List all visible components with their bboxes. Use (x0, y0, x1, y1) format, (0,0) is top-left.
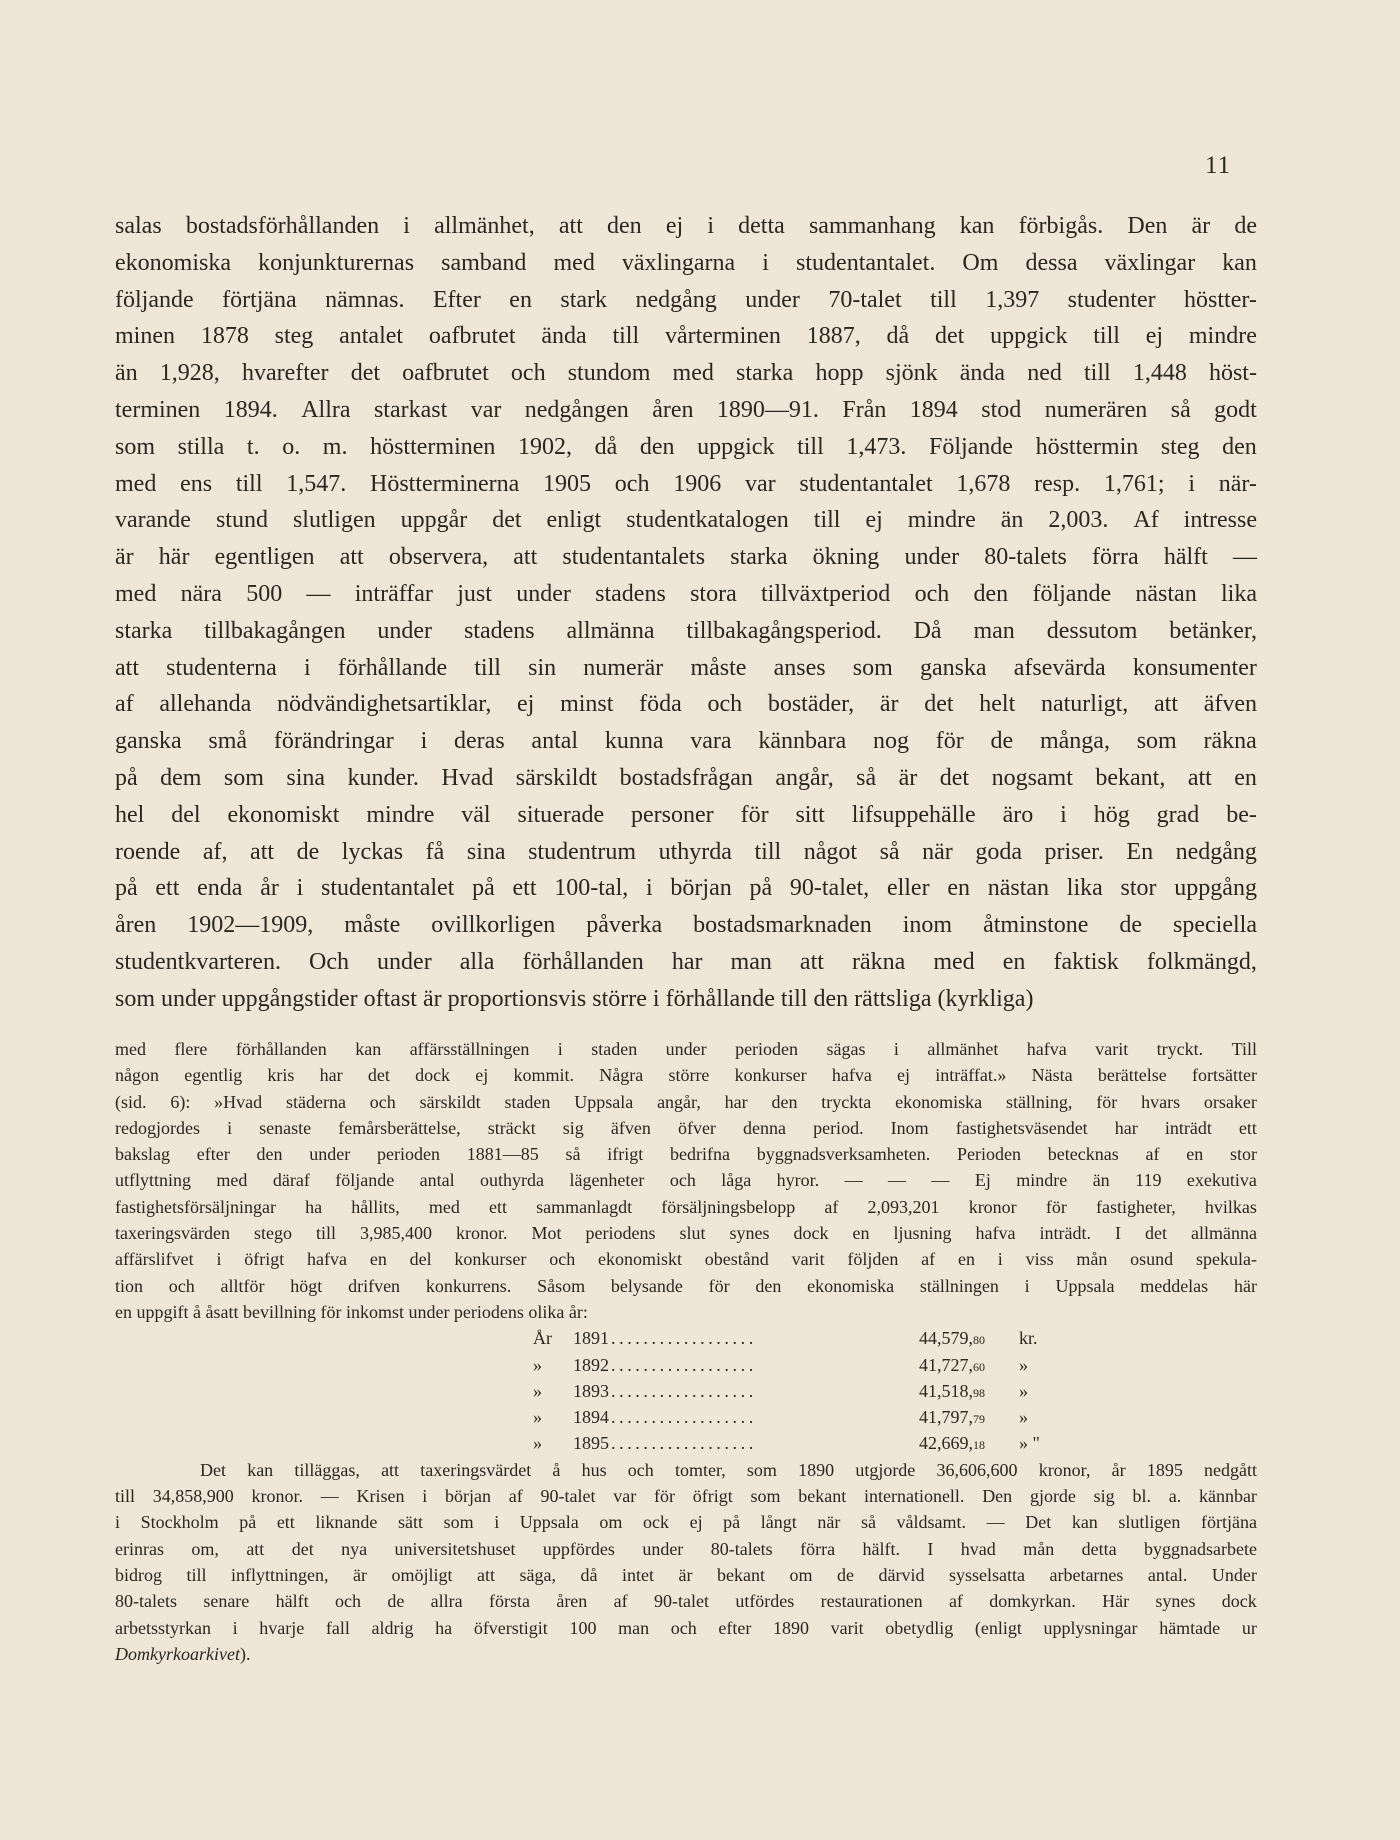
tax-year: 1891 (573, 1328, 609, 1349)
body-line: ganska små förändringar i deras antal kunna vara kännbara nog för de många, som räkna (115, 728, 1257, 755)
tax-year: 1894 (573, 1407, 609, 1428)
archive-tail: ). (239, 1643, 251, 1664)
body-line: med ens till 1,547. Höstterminerna 1905 och 1906 var studentantalet 1,678 resp. 1,761; i när- (115, 470, 1257, 497)
footnote-line: bakslag efter den under perioden 1881—85 så ifrigt bedrifna byggnadsverksamheten. Perioden betecknas af en stor (115, 1144, 1257, 1165)
body-line: minen 1878 steg antalet oafbrutet ända till vårterminen 1887, då det uppgick till ej mindre (115, 323, 1257, 350)
footnote-line: i Stockholm på ett liknande sätt som i Uppsala om ock ej på långt när så våldsamt. — Det kan slutligen förtjäna (115, 1512, 1257, 1533)
tax-amount-int: 41,797, (919, 1407, 973, 1428)
footnote-line: redogjordes i senaste femårsberättelse, sträckt sig äfven öfver denna period. Inom fastighetsväsendet har inträdt ett (115, 1117, 1257, 1138)
tax-unit: » (1019, 1407, 1028, 1428)
footnote-line: taxeringsvärden stego till 3,985,400 kronor. Mot periodens slut synes dock en ljusning hafva inträdt. I det allmänna (115, 1223, 1257, 1244)
body-line: varande stund slutligen uppgår det enligt studentkatalogen till ej mindre än 2,003. Af intresse (115, 507, 1257, 534)
tax-amount-int: 41,518, (919, 1380, 973, 1401)
tax-year: 1895 (573, 1433, 609, 1454)
footnote-line: arbetsstyrkan i hvarje fall aldrig ha öfverstigit 100 man och efter 1890 varit obetydlig (enligt upplysningar hämtade ur (115, 1617, 1257, 1638)
tax-unit: kr. (1019, 1328, 1038, 1349)
body-line: är här egentligen att observera, att studentantalets starka ökning under 80-talets förra hälft — (115, 544, 1257, 571)
footnote-line: bidrog till inflyttningen, är omöjligt att säga, då intet är bekant om de därvid sysselsatta arbetarnes antal. Under (115, 1564, 1257, 1585)
footnote-line: Det kan tilläggas, att taxeringsvärdet å hus och tomter, som 1890 utgjorde 36,606,600 kronor, år 1895 nedgått (200, 1459, 1257, 1480)
body-line: studentkvarteren. Och under alla förhållanden har man att räkna med en faktisk folkmängd, (115, 948, 1257, 975)
tax-amount-dec: 98 (973, 1385, 985, 1400)
footnote-line: tion och alltför högt drifven konkurrens. Såsom belysande för den ekonomiska ställningen i Uppsala meddelas här (115, 1275, 1257, 1296)
footnote-line: med flere förhållanden kan affärsställningen i staden under perioden sägas i allmänhet hafva varit tryckt. Till (115, 1039, 1257, 1059)
body-line: att studenterna i förhållande till sin numerär måste anses som ganska afsevärda konsumenter (115, 654, 1257, 681)
body-line: ekonomiska konjunkturernas samband med växlingarna i studentantalet. Om dessa växlingar kan (115, 249, 1257, 276)
footnote-last-line (115, 1641, 1257, 1667)
footnote-line: en uppgift å åsatt bevillning för inkomst under periodens olika år: (115, 1301, 588, 1322)
tax-unit: » (1019, 1354, 1028, 1375)
tax-leader-dots: .................. (611, 1407, 757, 1428)
footnote-line: någon egentlig kris har det dock ej kommit. Några större konkurser hafva ej inträffat.» Nästa berättelse fortsätter (115, 1065, 1257, 1086)
body-line: på dem som sina kunder. Hvad särskildt bostadsfrågan angår, så är det nogsamt bekant, att en (115, 764, 1257, 791)
body-line: af allehanda nödvändighetsartiklar, ej minst föda och bostäder, är det helt naturligt, att äfven (115, 691, 1257, 718)
tax-unit: » " (1019, 1433, 1040, 1454)
tax-amount (919, 1352, 1019, 1378)
body-line: terminen 1894. Allra starkast var nedgången åren 1890—91. Från 1894 stod numerären så godt (115, 396, 1257, 423)
tax-row (115, 1404, 1257, 1430)
tax-amount-dec: 60 (973, 1359, 985, 1374)
tax-amount (919, 1430, 1019, 1456)
tax-year-label: » (533, 1380, 542, 1401)
body-line: med nära 500 — inträffar just under stadens stora tillväxtperiod och den följande nästan lika (115, 580, 1257, 607)
footnote-part-b (115, 1457, 1257, 1641)
tax-year: 1892 (573, 1354, 609, 1375)
tax-amount-int: 41,727, (919, 1354, 973, 1375)
body-line: salas bostadsförhållanden i allmänhet, att den ej i detta sammanhang kan förbigås. Den är de (115, 213, 1257, 239)
footnote-line: erinras om, att det nya universitetshuset uppfördes under 80-talets förra hälft. I hvad mån detta byggnadsarbete (115, 1538, 1257, 1559)
tax-leader-dots: .................. (611, 1354, 757, 1375)
tax-amount-int: 44,579, (919, 1328, 973, 1349)
tax-amount-int: 42,669, (919, 1433, 973, 1454)
body-line: roende af, att de lyckas få sina studentrum uthyrda till något så när goda priser. En nedgång (115, 838, 1257, 865)
footnote-line: fastighetsförsäljningar ha hållits, med ett sammanlagdt försäljningsbelopp af 2,093,201 kronor för fastigheter, hvilkas (115, 1196, 1257, 1217)
body-line: åren 1902—1909, måste ovillkorligen påverka bostadsmarknaden inom åtminstone de speciella (115, 912, 1257, 939)
body-line: på ett enda år i studentantalet på ett 100-tal, i början på 90-talet, eller en nästan lika stor uppgång (115, 875, 1257, 902)
page-number: 11 (1205, 152, 1232, 179)
tax-amount-dec: 18 (973, 1438, 985, 1453)
tax-amount-dec: 80 (973, 1333, 985, 1348)
tax-unit: » (1019, 1380, 1028, 1401)
tax-year-label: År (533, 1328, 552, 1349)
body-line: starka tillbakagången under stadens allmänna tillbakagångsperiod. Då man dessutom betänker, (115, 617, 1257, 644)
tax-amount (919, 1325, 1019, 1351)
tax-row (115, 1430, 1257, 1456)
tax-year: 1893 (573, 1380, 609, 1401)
footnote-line: till 34,858,900 kronor. — Krisen i början af 90-talet var för öfrigt som bekant internationell. Den gjorde sig bl. a. kännbar (115, 1486, 1257, 1507)
tax-leader-dots: .................. (611, 1380, 757, 1401)
body-text (115, 208, 1257, 1018)
footnote-line: (sid. 6): »Hvad städerna och särskildt staden Uppsala angår, har den tryckta ekonomiska ställning, för hvars orsaker (115, 1091, 1257, 1112)
tax-row (115, 1325, 1257, 1351)
tax-row (115, 1378, 1257, 1404)
footnote-line: 80-talets senare hälft och de allra första åren af 90-talet utfördes restaurationen af domkyrkan. Här synes dock (115, 1591, 1257, 1612)
tax-leader-dots: .................. (611, 1328, 757, 1349)
footnote (115, 1036, 1257, 1667)
tax-year-label: » (533, 1433, 542, 1454)
body-line: än 1,928, hvarefter det oafbrutet och stundom med starka hopp sjönk ända ned till 1,448 höst- (115, 360, 1257, 387)
tax-table (115, 1325, 1257, 1456)
footnote-part-a (115, 1036, 1257, 1325)
body-line: som stilla t. o. m. höstterminen 1902, då den uppgick till 1,473. Följande hösttermin steg den (115, 433, 1257, 460)
footnote-line: affärslifvet i öfrigt hafva en del konkurser och ekonomiskt obestånd varit följden af en i viss mån osund spekula- (115, 1249, 1257, 1270)
archive-name: Domkyrkoarkivet (115, 1643, 240, 1664)
tax-amount (919, 1404, 1019, 1430)
tax-amount-dec: 79 (973, 1412, 985, 1427)
tax-leader-dots: .................. (611, 1433, 757, 1454)
body-line: följande förtjäna nämnas. Efter en stark nedgång under 70-talet till 1,397 studenter höstter- (115, 286, 1257, 313)
tax-year-label: » (533, 1407, 542, 1428)
body-line: hel del ekonomiskt mindre väl situerade personer för sitt lifsuppehälle äro i hög grad be- (115, 801, 1257, 828)
tax-year-label: » (533, 1354, 542, 1375)
tax-amount (919, 1378, 1019, 1404)
footnote-line: utflyttning med däraf följande antal outhyrda lägenheter och låga hyror. — — — Ej mindre än 119 exekutiva (115, 1170, 1257, 1191)
tax-row (115, 1352, 1257, 1378)
body-line: som under uppgångstider oftast är proportionsvis större i förhållande till den rättsliga (kyrkliga) (115, 985, 1034, 1012)
